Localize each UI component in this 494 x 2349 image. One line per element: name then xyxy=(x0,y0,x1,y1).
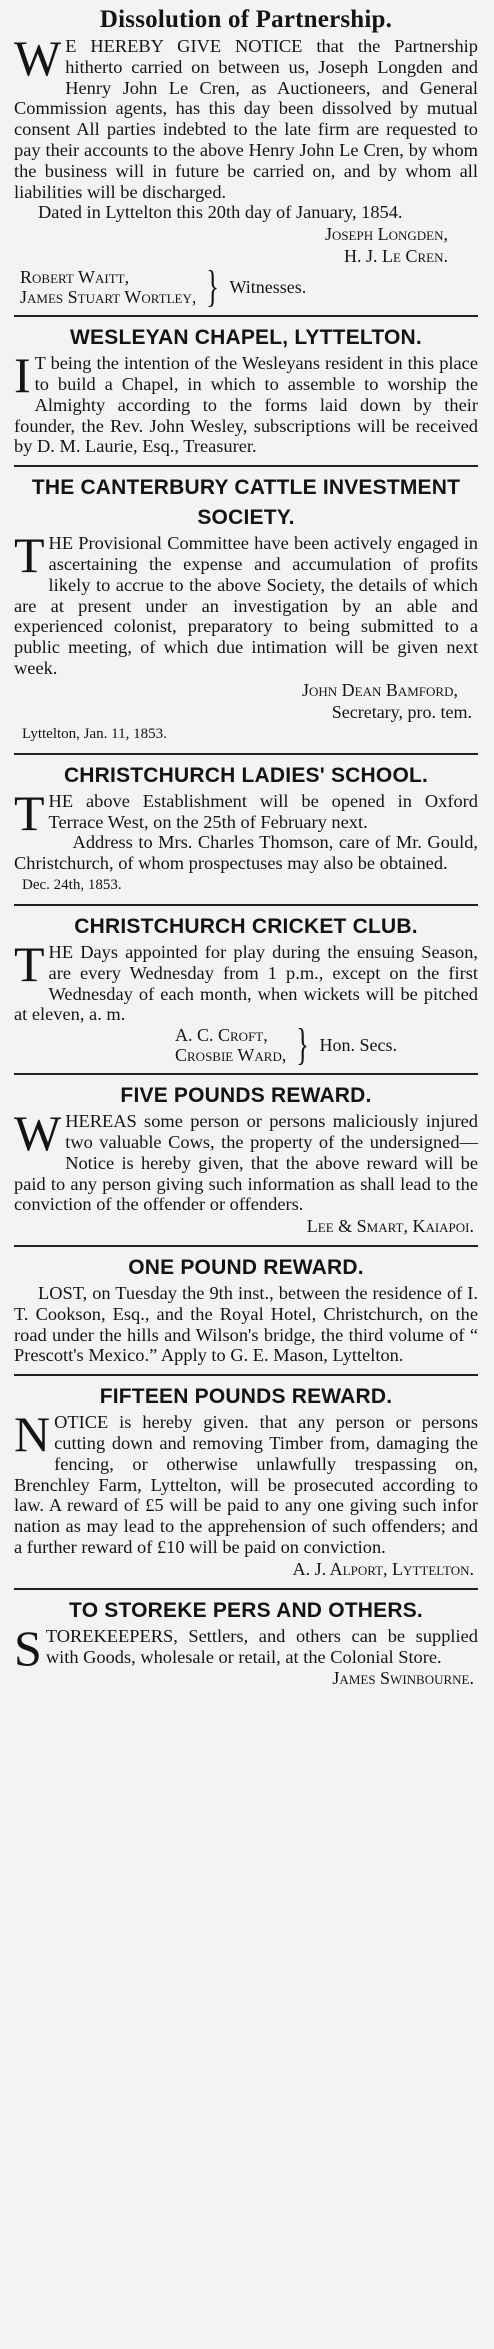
divider xyxy=(14,465,478,467)
divider xyxy=(14,904,478,906)
drop-cap: T xyxy=(14,527,45,584)
ad-body xyxy=(14,1105,478,1215)
ad-body xyxy=(14,784,478,841)
ad-body: LOST, on Tuesday the 9th inst., between the residence of I. T. Cookson, Esq., and the Royal Hotel, Christchurch, on the road under the hills and Wilson's bridge, the third volume of “ Prescott's Mexico.” Apply to G. E. Mason, Lyttelton. xyxy=(14,1283,478,1366)
secretary-name: Crosbie Ward, xyxy=(175,1045,287,1066)
ad-body-text: E HEREBY GIVE NOTICE that the Partnership hitherto carried on between us, Joseph Longden and Henry John Le Cren, as Auctioneers, and General Commission agents, has this day been dissolved by mutual consent All parties indebted to the late firm are requested to pay their accounts to the above Henry John Le Cren, by whom the business will in future be carried on, and by whom all liabilities will be discharged. xyxy=(14,36,478,202)
ad-christchurch-ladies-school xyxy=(14,761,478,896)
ad-heading: WESLEYAN CHAPEL, LYTTELTON. xyxy=(70,326,422,350)
witness-name: Robert Waitt, xyxy=(20,267,130,288)
witness-block xyxy=(14,262,478,312)
ad-heading: FIFTEEN POUNDS REWARD. xyxy=(99,1385,393,1409)
ad-fifteen-pounds-reward xyxy=(14,1382,478,1580)
signatory: Joseph Longden, xyxy=(324,224,448,245)
drop-cap: T xyxy=(14,935,45,992)
signer: Lee & Smart, Kaiapoi. xyxy=(306,1216,474,1237)
divider xyxy=(14,1374,478,1376)
witness-names xyxy=(20,267,196,307)
ad-heading: CHRISTCHURCH CRICKET CLUB. xyxy=(74,914,418,938)
witness-name: James Stuart Wortley, xyxy=(20,287,197,308)
secretary-name: A. C. Croft, xyxy=(175,1025,268,1046)
signatory: H. J. Le Cren. xyxy=(344,246,448,267)
ad-body-secondary: Address to Mrs. Charles Thomson, care of Mr. Gould, Christchurch, of whom prospectuses may also be obtained. xyxy=(14,832,478,874)
ad-body xyxy=(14,935,478,1025)
ad-one-pound-reward xyxy=(14,1253,478,1366)
ad-heading: ONE POUND REWARD. xyxy=(128,1256,364,1280)
ad-heading: Dissolution of Partnership. xyxy=(99,6,393,33)
ad-dated-line: Dated in Lyttelton this 20th day of January, 1854. xyxy=(38,202,403,223)
ad-to-storekeepers xyxy=(14,1596,478,1690)
ad-body xyxy=(14,1406,478,1558)
ad-body-text: HE Provisional Committee have been actively engaged in ascertaining the expense and accumulation of profits likely to accrue to the above Society, the details of which are at present under an investigation by an able and experienced colonist, preparatory to being submitted to a public meeting, of which due intimation will be given next week. xyxy=(14,533,478,678)
drop-cap: W xyxy=(14,1105,62,1162)
signer: John Dean Bamford, xyxy=(301,679,458,700)
ad-heading: THE CANTERBURY CATTLE INVESTMENT xyxy=(31,476,461,500)
signer: James Swinbourne. xyxy=(332,1668,474,1689)
ad-dissolution-of-partnership xyxy=(14,4,478,312)
drop-cap: I xyxy=(14,347,31,404)
ad-five-pounds-reward xyxy=(14,1081,478,1237)
ad-body-text: T being the intention of the Wesleyans resident in this place to build a Chapel, in which to assemble to worship the Almighty according to the forms laid down by their founder, the Rev. John Wesley, subscriptions will be received by D. M. Laurie, Esq., Treasurer. xyxy=(14,353,478,457)
ad-christchurch-cricket-club xyxy=(14,912,478,1070)
divider xyxy=(14,753,478,755)
ad-heading: SOCIETY. xyxy=(197,506,295,530)
ad-body xyxy=(14,1619,478,1676)
brace-glyph: } xyxy=(296,1020,310,1070)
ad-body xyxy=(14,347,478,457)
ad-canterbury-cattle-investment-society xyxy=(14,473,478,745)
ad-body-text: HE Days appointed for play during the ensuing Season, are every Wednesday from 1 p.m., except on the first Wednesday of each month, when wickets will be pitched at eleven, a. m. xyxy=(14,941,478,1025)
secretaries-block xyxy=(14,1020,478,1070)
drop-cap: S xyxy=(14,1619,42,1676)
ad-body xyxy=(14,527,478,679)
ad-heading: CHRISTCHURCH LADIES' SCHOOL. xyxy=(63,763,429,787)
secretaries-label: Hon. Secs. xyxy=(319,1034,397,1055)
divider xyxy=(14,315,478,317)
signer: A. J. Alport, Lyttelton. xyxy=(292,1558,474,1579)
secretary-names xyxy=(175,1025,286,1065)
drop-cap: N xyxy=(14,1406,51,1463)
ad-body xyxy=(14,30,478,202)
ad-heading: FIVE POUNDS REWARD. xyxy=(120,1084,372,1108)
ad-body-text: HEREAS some person or persons maliciously injured two valuable Cows, the property of the undersigned—Notice is hereby given, that the above reward will be paid to any person giving such information as shall lead to the conviction of the offender or offenders. xyxy=(14,1111,478,1215)
drop-cap: T xyxy=(14,784,45,841)
divider xyxy=(14,1245,478,1247)
witness-label: Witnesses. xyxy=(229,276,307,297)
ad-heading: TO STOREKE PERS AND OTHERS. xyxy=(69,1598,423,1622)
ad-wesleyan-chapel xyxy=(14,323,478,457)
ad-date: Dec. 24th, 1853. xyxy=(22,876,122,893)
ad-body-text: TOREKEEPERS, Settlers, and others can be supplied with Goods, wholesale or retail, at the Colonial Store. xyxy=(45,1625,478,1667)
ad-body-text: OTICE is hereby given. that any person or persons cutting down and removing Timber from, damaging the fencing, or otherwise unlawfully trespassing on, Brenchley Farm, Lyttelton, will be prosecuted according to law. A reward of £5 will be paid to any one giving such infor nation as may lead to the apprehension of such offenders; and a further reward of £10 will be paid on conviction. xyxy=(14,1412,478,1558)
drop-cap: W xyxy=(14,30,62,86)
brace-glyph: } xyxy=(206,262,220,312)
ad-date: Lyttelton, Jan. 11, 1853. xyxy=(22,725,167,742)
divider xyxy=(14,1588,478,1590)
signer-title: Secretary, pro. tem. xyxy=(331,701,472,722)
ad-body-text: HE above Establishment will be opened in Oxford Terrace West, on the 25th of February next. xyxy=(48,790,478,832)
divider xyxy=(14,1073,478,1075)
